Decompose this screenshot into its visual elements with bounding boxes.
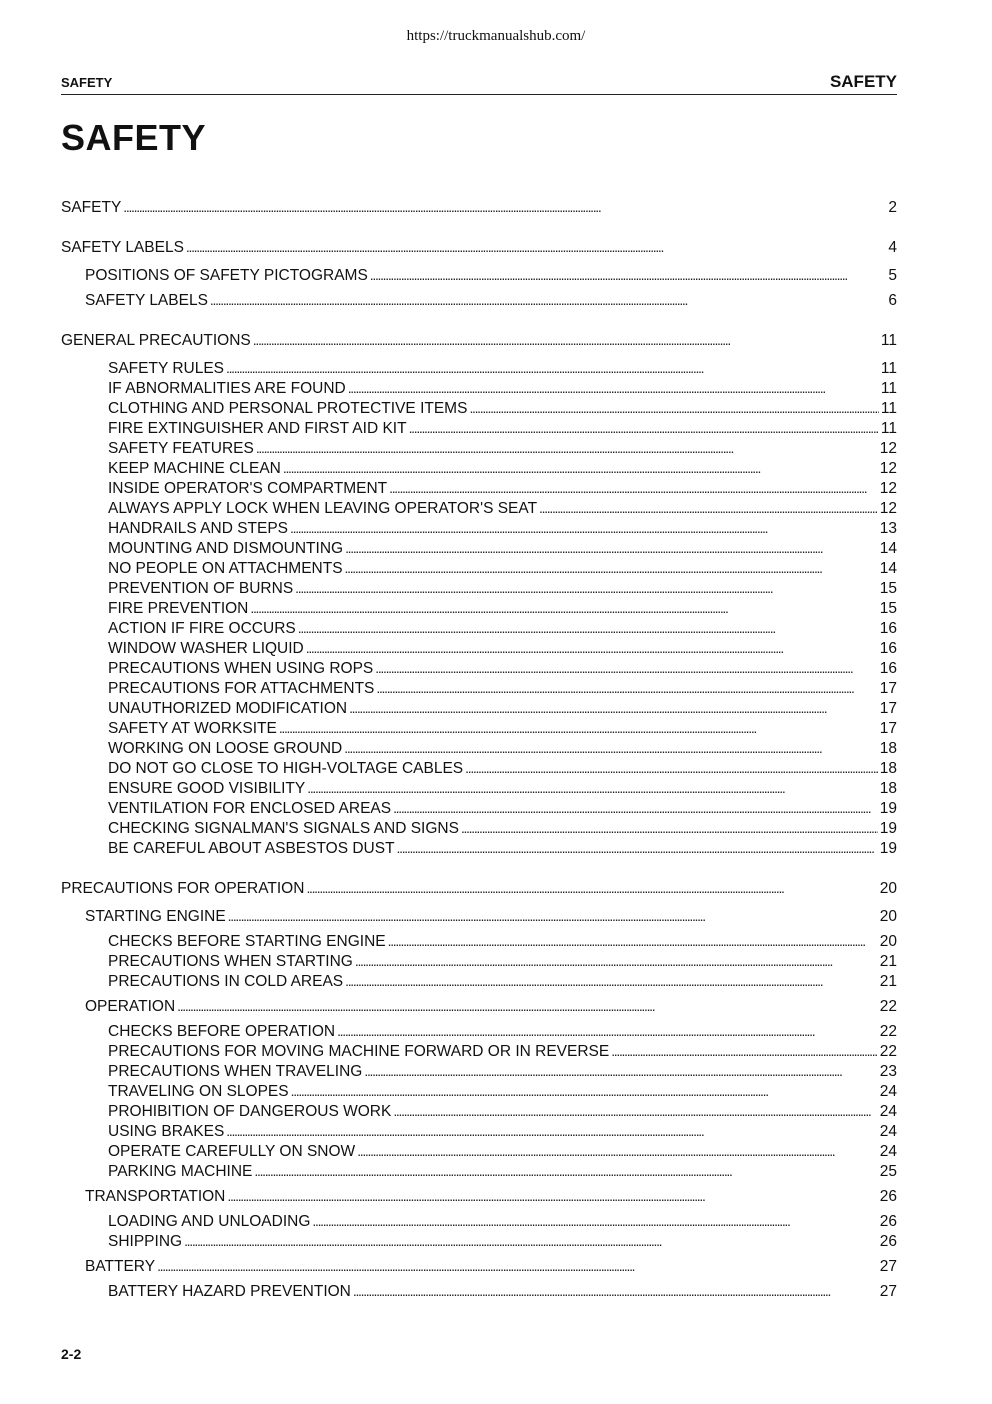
toc-entry[interactable] — [108, 1141, 897, 1162]
toc-leader-dots — [307, 778, 878, 798]
toc-entry-label: PRECAUTIONS FOR OPERATION — [61, 880, 305, 897]
toc-entry-page: 24 — [879, 1103, 897, 1120]
toc-entry-page: 20 — [879, 908, 897, 925]
toc-entry-label: ENSURE GOOD VISIBILITY — [108, 780, 306, 797]
toc-entry[interactable] — [108, 1101, 897, 1122]
toc-entry-label: HANDRAILS AND STEPS — [108, 520, 289, 537]
toc-leader-dots — [364, 1061, 877, 1081]
toc-entry-label: GENERAL PRECAUTIONS — [61, 332, 251, 349]
toc-entry-label: TRAVELING ON SLOPES — [108, 1083, 289, 1100]
toc-entry[interactable] — [108, 378, 897, 399]
toc-entry[interactable] — [108, 798, 897, 819]
toc-entry-label: SHIPPING — [108, 1233, 183, 1250]
toc-leader-dots — [184, 1231, 878, 1251]
toc-entry-page: 18 — [879, 740, 897, 757]
toc-entry[interactable] — [108, 1041, 897, 1062]
toc-entry-label: ALWAYS APPLY LOCK WHEN LEAVING OPERATOR'S SEAT — [108, 500, 538, 517]
toc-entry-label: MOUNTING AND DISMOUNTING — [108, 540, 344, 557]
toc-entry-page: 16 — [879, 660, 897, 677]
toc-entry-label: CHECKS BEFORE OPERATION — [108, 1023, 336, 1040]
toc-leader-dots — [348, 378, 879, 398]
toc-entry-page: 12 — [879, 440, 897, 457]
toc-entry[interactable] — [108, 518, 897, 539]
toc-entry-page: 11 — [880, 332, 897, 349]
toc-entry-page: 11 — [880, 380, 897, 397]
toc-entry[interactable] — [85, 290, 897, 311]
toc-entry[interactable] — [85, 996, 897, 1017]
toc-entry[interactable] — [108, 1061, 897, 1082]
toc-leader-dots — [295, 578, 878, 598]
toc-entry-page: 22 — [879, 1043, 897, 1060]
toc-entry-page: 22 — [879, 998, 897, 1015]
toc-entry[interactable] — [108, 1021, 897, 1042]
toc-leader-dots — [611, 1041, 878, 1061]
toc-entry-label: PRECAUTIONS FOR MOVING MACHINE FORWARD OR IN REVERSE — [108, 1043, 610, 1060]
toc-entry-page: 19 — [879, 800, 897, 817]
toc-entry[interactable] — [108, 618, 897, 639]
toc-entry-label: CHECKS BEFORE STARTING ENGINE — [108, 933, 386, 950]
toc-entry-page: 24 — [879, 1083, 897, 1100]
toc-entry-label: FIRE EXTINGUISHER AND FIRST AID KIT — [108, 420, 407, 437]
toc-entry[interactable] — [108, 1281, 897, 1302]
toc-leader-dots — [357, 1141, 878, 1161]
toc-entry-label: PRECAUTIONS IN COLD AREAS — [108, 973, 344, 990]
toc-entry-label: SAFETY — [61, 199, 122, 216]
toc-entry[interactable] — [108, 558, 897, 579]
toc-entry[interactable] — [108, 838, 897, 859]
toc-entry[interactable] — [108, 718, 897, 739]
toc-leader-dots — [256, 438, 878, 458]
running-header-right: SAFETY — [829, 72, 897, 91]
toc-entry-page: 20 — [879, 880, 897, 897]
toc-entry-page: 16 — [879, 620, 897, 637]
toc-entry-page: 12 — [879, 460, 897, 477]
toc-entry-label: BATTERY — [85, 1258, 156, 1275]
toc-leader-dots — [376, 678, 877, 698]
toc-entry-label: BE CAREFUL ABOUT ASBESTOS DUST — [108, 840, 395, 857]
toc-entry[interactable] — [108, 951, 897, 972]
toc-leader-dots — [312, 1211, 877, 1231]
toc-entry[interactable] — [108, 358, 897, 379]
toc-entry-page: 21 — [879, 953, 897, 970]
toc-entry-page: 19 — [879, 820, 897, 837]
toc-leader-dots — [123, 197, 886, 217]
toc-entry-page: 17 — [879, 720, 897, 737]
toc-entry-page: 22 — [879, 1023, 897, 1040]
toc-entry-label: IF ABNORMALITIES ARE FOUND — [108, 380, 346, 397]
toc-entry-label: CHECKING SIGNALMAN'S SIGNALS AND SIGNS — [108, 820, 459, 837]
toc-leader-dots — [291, 1081, 878, 1101]
toc-leader-dots — [254, 1161, 877, 1181]
running-header-left: SAFETY — [61, 75, 113, 90]
toc-entry[interactable] — [108, 658, 897, 679]
toc-entry[interactable] — [108, 818, 897, 839]
toc-leader-dots — [210, 290, 886, 310]
toc-entry-label: USING BRAKES — [108, 1123, 225, 1140]
toc-entry-label: SAFETY RULES — [108, 360, 225, 377]
toc-entry-page: 18 — [879, 780, 897, 797]
toc-entry[interactable] — [108, 438, 897, 459]
toc-leader-dots — [228, 906, 878, 926]
page-number: 2-2 — [61, 1346, 82, 1362]
toc-entry-label: STARTING ENGINE — [85, 908, 226, 925]
toc-entry-page: 11 — [880, 400, 897, 417]
toc-leader-dots — [469, 398, 878, 418]
toc-entry-page: 4 — [888, 239, 897, 256]
toc-leader-dots — [345, 971, 878, 991]
toc-entry[interactable] — [108, 458, 897, 479]
toc-leader-dots — [226, 1121, 877, 1141]
toc-leader-dots — [279, 718, 878, 738]
toc-entry-page: 19 — [879, 840, 897, 857]
toc-entry-label: PROHIBITION OF DANGEROUS WORK — [108, 1103, 392, 1120]
toc-entry[interactable] — [108, 398, 897, 419]
toc-entry[interactable] — [108, 598, 897, 619]
toc-entry[interactable] — [61, 330, 897, 351]
toc-entry[interactable] — [108, 778, 897, 799]
toc-entry[interactable] — [108, 1211, 897, 1232]
toc-leader-dots — [227, 1186, 877, 1206]
toc-leader-dots — [344, 738, 878, 758]
toc-entry[interactable] — [108, 478, 897, 499]
toc-leader-dots — [290, 518, 878, 538]
toc-entry[interactable] — [108, 418, 897, 439]
toc-entry-page: 24 — [879, 1123, 897, 1140]
toc-entry-label: TRANSPORTATION — [85, 1188, 226, 1205]
toc-leader-dots — [186, 237, 886, 257]
toc-entry[interactable] — [108, 1161, 897, 1182]
toc-entry-label: FIRE PREVENTION — [108, 600, 249, 617]
toc-leader-dots — [345, 538, 878, 558]
toc-entry-page: 17 — [879, 700, 897, 717]
toc-leader-dots — [349, 698, 878, 718]
toc-leader-dots — [306, 638, 878, 658]
toc-leader-dots — [177, 996, 878, 1016]
toc-entry-label: PRECAUTIONS WHEN STARTING — [108, 953, 353, 970]
toc-entry-label: PREVENTION OF BURNS — [108, 580, 294, 597]
toc-entry-label: WORKING ON LOOSE GROUND — [108, 740, 343, 757]
source-url[interactable]: https://truckmanualshub.com/ — [406, 28, 586, 44]
toc-entry-label: SAFETY FEATURES — [108, 440, 254, 457]
toc-entry[interactable] — [108, 638, 897, 659]
toc-entry-label: SAFETY LABELS — [61, 239, 184, 256]
toc-entry-page: 14 — [879, 540, 897, 557]
toc-entry-label: PRECAUTIONS WHEN TRAVELING — [108, 1063, 363, 1080]
toc-entry-label: OPERATE CAREFULLY ON SNOW — [108, 1143, 356, 1160]
toc-entry[interactable] — [108, 698, 897, 719]
toc-leader-dots — [283, 458, 878, 478]
toc-entry-page: 12 — [879, 500, 897, 517]
toc-entry-label: KEEP MACHINE CLEAN — [108, 460, 281, 477]
toc-entry-page: 21 — [879, 973, 897, 990]
toc-entry-page: 26 — [879, 1188, 897, 1205]
toc-entry[interactable] — [85, 265, 897, 286]
toc-leader-dots — [157, 1256, 878, 1276]
toc-entry-page: 14 — [879, 560, 897, 577]
toc-entry[interactable] — [108, 1231, 897, 1252]
toc-entry-page: 2 — [888, 199, 897, 216]
toc-entry-page: 11 — [880, 360, 897, 377]
toc-entry-label: PRECAUTIONS FOR ATTACHMENTS — [108, 680, 375, 697]
toc-entry[interactable] — [61, 197, 897, 218]
toc-entry[interactable] — [61, 237, 897, 258]
toc-entry[interactable] — [108, 1121, 897, 1142]
toc-entry-label: PARKING MACHINE — [108, 1163, 253, 1180]
toc-entry-page: 23 — [879, 1063, 897, 1080]
toc-entry[interactable] — [85, 1186, 897, 1207]
toc-entry-label: INSIDE OPERATOR'S COMPARTMENT — [108, 480, 388, 497]
toc-leader-dots — [461, 818, 878, 838]
toc-leader-dots — [306, 878, 877, 898]
toc-leader-dots — [337, 1021, 878, 1041]
toc-entry-label: WINDOW WASHER LIQUID — [108, 640, 304, 657]
toc-entry[interactable] — [108, 738, 897, 759]
toc-entry-page: 15 — [879, 580, 897, 597]
toc-entry-page: 13 — [879, 520, 897, 537]
toc-leader-dots — [397, 838, 878, 858]
toc-leader-dots — [389, 478, 878, 498]
toc-entry-page: 5 — [888, 267, 897, 284]
toc-entry-page: 26 — [879, 1213, 897, 1230]
toc-entry-page: 27 — [879, 1258, 897, 1275]
toc-entry-page: 6 — [888, 292, 897, 309]
toc-entry-label: BATTERY HAZARD PREVENTION — [108, 1283, 351, 1300]
toc-entry[interactable] — [85, 1256, 897, 1277]
toc-leader-dots — [388, 931, 878, 951]
page-title: SAFETY — [61, 117, 207, 158]
toc-entry-page: 24 — [879, 1143, 897, 1160]
toc-entry-page: 18 — [879, 760, 897, 777]
toc-leader-dots — [253, 330, 879, 350]
toc-entry[interactable] — [108, 678, 897, 699]
toc-entry[interactable] — [108, 538, 897, 559]
toc-entry[interactable] — [61, 878, 897, 899]
toc-entry[interactable] — [108, 578, 897, 599]
toc-leader-dots — [375, 658, 878, 678]
toc-entry-page: 16 — [879, 640, 897, 657]
toc-leader-dots — [465, 758, 878, 778]
toc-entry[interactable] — [108, 931, 897, 952]
toc-entry-label: UNAUTHORIZED MODIFICATION — [108, 700, 348, 717]
toc-entry-label: SAFETY LABELS — [85, 292, 208, 309]
toc-entry-page: 17 — [879, 680, 897, 697]
toc-leader-dots — [409, 418, 879, 438]
toc-leader-dots — [250, 598, 877, 618]
toc-entry[interactable] — [85, 906, 897, 927]
toc-entry-page: 20 — [879, 933, 897, 950]
toc-entry-label: POSITIONS OF SAFETY PICTOGRAMS — [85, 267, 368, 284]
toc-entry-label: LOADING AND UNLOADING — [108, 1213, 311, 1230]
toc-leader-dots — [298, 618, 878, 638]
toc-entry-label: OPERATION — [85, 998, 176, 1015]
toc-entry[interactable] — [108, 1081, 897, 1102]
toc-entry-label: ACTION IF FIRE OCCURS — [108, 620, 296, 637]
toc-entry-label: DO NOT GO CLOSE TO HIGH-VOLTAGE CABLES — [108, 760, 464, 777]
toc-entry-page: 12 — [879, 480, 897, 497]
toc-leader-dots — [355, 951, 878, 971]
toc-entry-page: 27 — [879, 1283, 897, 1300]
toc-entry-label: PRECAUTIONS WHEN USING ROPS — [108, 660, 374, 677]
toc-entry-label: NO PEOPLE ON ATTACHMENTS — [108, 560, 343, 577]
toc-leader-dots — [539, 498, 878, 518]
toc-entry-label: SAFETY AT WORKSITE — [108, 720, 277, 737]
toc-entry-page: 11 — [880, 420, 897, 437]
toc-leader-dots — [226, 358, 879, 378]
toc-entry-page: 26 — [879, 1233, 897, 1250]
toc-leader-dots — [353, 1281, 878, 1301]
toc-entry[interactable] — [108, 758, 897, 779]
toc-leader-dots — [370, 265, 887, 285]
toc-entry-page: 25 — [879, 1163, 897, 1180]
toc-leader-dots — [393, 1101, 877, 1121]
toc-entry[interactable] — [108, 498, 897, 519]
toc-entry-page: 15 — [879, 600, 897, 617]
toc-leader-dots — [393, 798, 878, 818]
toc-entry[interactable] — [108, 971, 897, 992]
toc-entry-label: VENTILATION FOR ENCLOSED AREAS — [108, 800, 392, 817]
toc-entry-label: CLOTHING AND PERSONAL PROTECTIVE ITEMS — [108, 400, 468, 417]
toc-leader-dots — [345, 558, 878, 578]
